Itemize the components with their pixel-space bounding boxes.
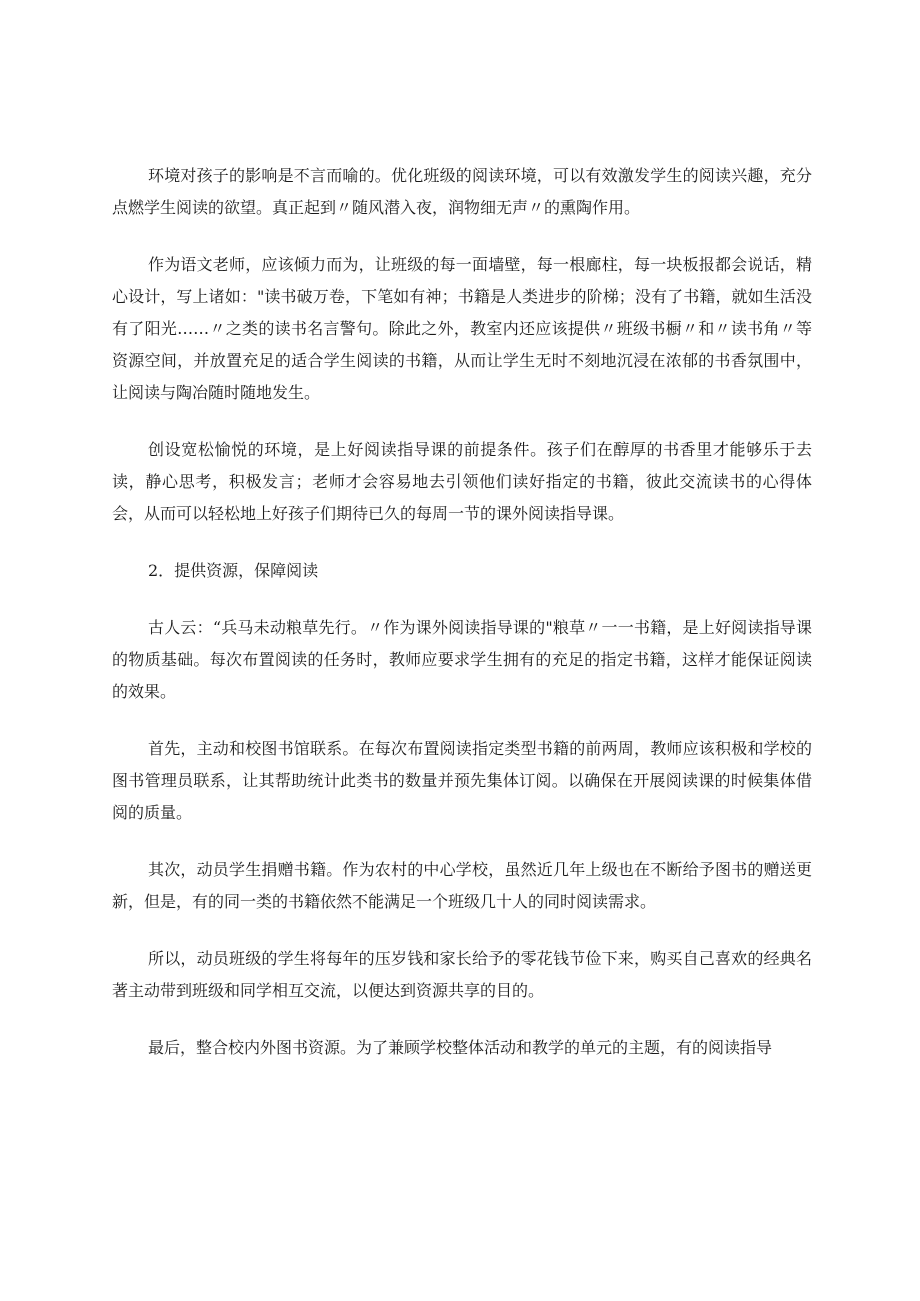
paragraph-environment-influence: 环境对孩子的影响是不言而喻的。优化班级的阅读环境，可以有效激发学生的阅读兴趣，充分点燃学生阅读的欲望。真正起到〃随风潜入夜，润物细无声〃的熏陶作用。 [112, 166, 812, 217]
paragraph-ancient-saying: 古人云：“兵马未动粮草先行。〃作为课外阅读指导课的"粮草〃一一书籍，是上好阅读指导课的物质基础。每次布置阅读的任务时，教师应要求学生拥有的充足的指定书籍，这样才能保证阅读的效果。 [112, 618, 812, 701]
paragraph-integrate-resources: 最后，整合校内外图书资源。为了兼顾学校整体活动和教学的单元的主题，有的阅读指导 [148, 1038, 773, 1057]
document-body [112, 160, 812, 1089]
paragraph-contact-library: 首先，主动和校图书馆联系。在每次布置阅读指定类型书籍的前两周，教师应该积极和学校的图书管理员联系，让其帮助统计此类书的数量并预先集体订阅。以确保在开展阅读课的时候集体借阅的质量。 [112, 739, 812, 822]
section-heading-provide-resources: 2．提供资源，保障阅读 [148, 561, 319, 580]
paragraph-donate-books: 其次，动员学生捐赠书籍。作为农村的中心学校，虽然近几年上级也在不断给予图书的赠送更新，但是，有的同一类的书籍依然不能满足一个班级几十人的同时阅读需求。 [112, 860, 812, 911]
paragraph-teacher-classroom-design: 作为语文老师，应该倾力而为，让班级的每一面墙壁，每一根廊柱，每一块板报都会说话，精心设计，写上诸如："读书破万卷，下笔如有神；书籍是人类进步的阶梯；没有了书籍，就如生活没有了阳光……〃之类的读书名言警句。除此之外，教室内还应该提供〃班级书橱〃和〃读书角〃等资源空间，并放置充足的适合学生阅读的书籍，从而让学生无时不刻地沉浸在浓郁的书香氛围中，让阅读与陶冶随时随地发生。 [112, 255, 812, 402]
paragraph-relaxed-environment: 创设宽松愉悦的环境，是上好阅读指导课的前提条件。孩子们在醇厚的书香里才能够乐于去读，静心思考，积极发言；老师才会容易地去引领他们读好指定的书籍，彼此交流读书的心得体会，从而可以轻松地上好孩子们期待已久的每周一节的课外阅读指导课。 [112, 440, 812, 523]
paragraph-pocket-money: 所以，动员班级的学生将每年的压岁钱和家长给予的零花钱节俭下来，购买自己喜欢的经典名著主动带到班级和同学相互交流，以便达到资源共享的目的。 [112, 949, 812, 1000]
